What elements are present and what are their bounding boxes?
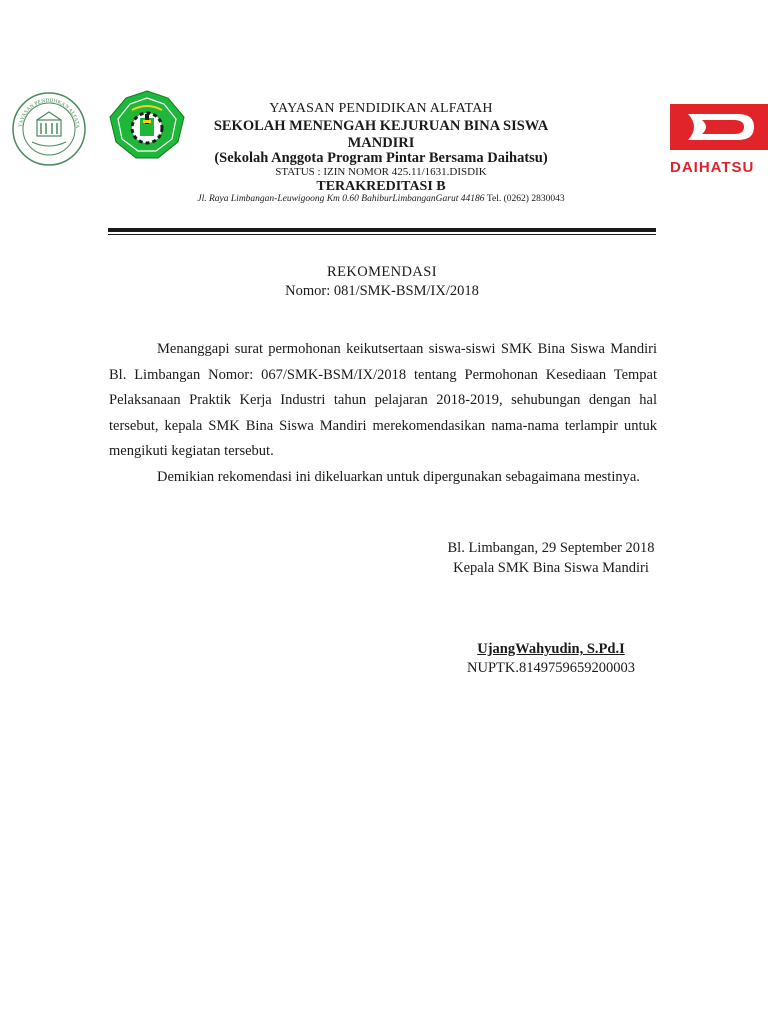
daihatsu-wordmark: DAIHATSU bbox=[670, 159, 755, 176]
smk-school-logo bbox=[108, 90, 186, 160]
address-street: Jl. Raya Limbangan-Leuwigoong Km 0.60 BahiburLimbanganGarut 44186 bbox=[197, 194, 485, 204]
yayasan-seal-logo bbox=[10, 90, 88, 168]
program-membership: (Sekolah Anggota Program Pintar Bersama Daihatsu) bbox=[214, 150, 548, 166]
document-title: REKOMENDASI bbox=[327, 264, 437, 280]
seal-text: YAYASAN PENDIDIKAN ALFATA bbox=[18, 97, 81, 129]
daihatsu-logo bbox=[668, 104, 768, 180]
letterhead-divider-thick bbox=[108, 228, 656, 232]
address-phone: Tel. (0262) 2830043 bbox=[486, 194, 565, 204]
document-number: Nomor: 081/SMK-BSM/IX/2018 bbox=[285, 283, 479, 299]
letterhead-divider-thin bbox=[108, 234, 656, 235]
signer-position: Kepala SMK Bina Siswa Mandiri bbox=[453, 560, 649, 576]
license-status: STATUS : IZIN NOMOR 425.11/1631.DISDIK bbox=[275, 166, 487, 178]
svg-text:YAYASAN PENDIDIKAN ALFATAH bbox=[10, 90, 80, 129]
signer-nuptk: NUPTK.8149759659200003 bbox=[467, 660, 635, 676]
body-paragraph: Demikian rekomendasi ini dikeluarkan untuk dipergunakan sebagaimana mestinya. bbox=[157, 468, 640, 485]
signer-name: UjangWahyudin, S.Pd.I bbox=[477, 641, 625, 657]
body-paragraph: Menanggapi surat permohonan keikutsertaan siswa-siswi SMK Bina Siswa Mandiri Bl. Limbangan Nomor: 067/SMK-BSM/IX/2018 tentang Permohonan Kesediaan Tempat Pelaksanaan Praktik Kerja Industri tahun pelajaran 2018-2019, sehubungan dengan hal tersebut, kepala SMK Bina Siswa Mandiri merekomendasikan nama-nama terlampir untuk mengikuti kegiatan tersebut. bbox=[109, 341, 657, 459]
place-date: Bl. Limbangan, 29 September 2018 bbox=[447, 540, 655, 556]
school-name: SEKOLAH MENENGAH KEJURUAN BINA SISWA MANDIRI bbox=[213, 118, 549, 151]
address bbox=[195, 193, 567, 205]
foundation-name: YAYASAN PENDIDIKAN ALFATAH bbox=[269, 101, 493, 116]
letter-body bbox=[109, 337, 657, 490]
accreditation: TERAKREDITASI B bbox=[316, 179, 446, 194]
